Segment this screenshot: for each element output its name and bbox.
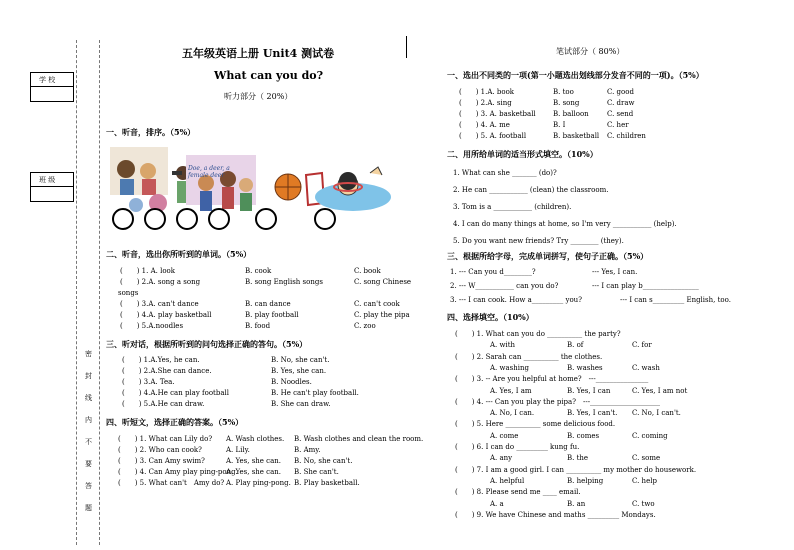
choice-item: B. Play basketball.	[294, 479, 360, 487]
question-item: ( ) 7. I am a good girl. I can __________ my mother do housework.	[455, 465, 697, 474]
spelling-item: 2. --- W___________ can you do?	[450, 282, 559, 290]
fill-blank-item: 5. Do you want new friends? Try ________ (they).	[453, 237, 624, 245]
choice-item: C. send	[607, 110, 634, 118]
option-item: B. Yes, I can't.	[567, 409, 618, 418]
choice-item: C. song Chinese	[354, 278, 412, 286]
option-item: B. an	[567, 499, 586, 508]
seal-char: 要	[85, 460, 92, 468]
choice-item: B. He can't play football.	[271, 389, 359, 397]
choice-item: B. Amy.	[294, 446, 321, 454]
option-item: A. No, I can.	[490, 409, 535, 418]
seal-char: 内	[85, 416, 92, 424]
question-item: ( ) 1. What can you do __________ the party?	[455, 330, 621, 338]
choice-item: ( ) 1.A.Yes, he can.	[122, 356, 200, 364]
choice-item: ( ) 1. What can Lily do?	[118, 435, 213, 443]
spelling-item: 3. --- I can cook. How a_________ you?	[450, 296, 582, 304]
choice-item: ( ) 2.A. song a song	[120, 278, 201, 286]
spelling-item: --- I can s_________ English, too.	[620, 296, 731, 304]
class-box	[30, 172, 74, 202]
choice-item: B. cook	[245, 267, 272, 275]
order-circle-2[interactable]	[144, 208, 166, 230]
binding-line-left	[76, 40, 77, 545]
choice-item: A. Lily.	[226, 446, 250, 454]
choice-item: B. too	[553, 88, 574, 96]
school-label: 学 校	[39, 76, 56, 84]
option-item: B. helping	[567, 476, 604, 485]
fill-blank-item: 4. I can do many things at home, so I'm very ___________ (help).	[453, 220, 677, 228]
seal-char: 答	[85, 482, 92, 490]
option-item: A. washing	[490, 363, 529, 372]
question-item: ( ) 3. -- Are you helpful at home? ---_______________	[455, 375, 649, 384]
option-item: C. No, I can't.	[632, 409, 681, 418]
fill-blank-item: 1. What can she _______ (do)?	[453, 169, 557, 177]
question-item: ( ) 2. Sarah can __________ the clothes.	[455, 352, 603, 361]
choice-item: ( ) 2.A. sing	[459, 99, 512, 107]
choice-item: B. can dance	[245, 300, 291, 308]
choice-item: ( ) 5.A.noodles	[120, 322, 184, 330]
option-item: B. Yes, I can	[567, 386, 611, 395]
option-item: A. helpful	[490, 476, 525, 485]
choice-item: ( ) 5. A. football	[459, 132, 527, 140]
listening-part-heading: 听力部分（ 20%）	[224, 92, 293, 101]
choice-item: B. food	[245, 322, 271, 330]
option-item: B. washes	[567, 363, 603, 372]
choice-item: ( ) 1.A. book	[459, 88, 515, 96]
choice-item: B. song English songs	[245, 278, 323, 286]
order-circle-5[interactable]	[255, 208, 277, 230]
option-item: C. for	[632, 341, 652, 350]
choice-item: B. Noodles.	[271, 378, 312, 386]
question-item: ( ) 5. Here __________ some delicious food.	[455, 420, 616, 429]
option-item: A. with	[490, 341, 516, 350]
option-item: A. any	[490, 454, 513, 463]
seal-char: 不	[85, 438, 92, 446]
choice-item: B. Wash clothes and clean the room.	[294, 435, 424, 443]
r-section-3-title: 三、根据所给字母，完成单词拼写，使句子正确。（5%）	[447, 251, 649, 261]
choice-item: B. No, she can't.	[271, 356, 330, 364]
option-item: C. two	[632, 499, 655, 508]
choice-item: B. Yes, she can.	[271, 367, 327, 375]
option-item: C. some	[632, 454, 661, 463]
seal-char: 封	[85, 372, 92, 380]
paper-subtitle: What can you do?	[214, 69, 324, 82]
choice-item: C. draw	[607, 99, 635, 107]
option-item: A. a	[490, 499, 504, 508]
spelling-item: --- I can play b________________	[592, 282, 699, 290]
order-circle-3[interactable]	[176, 208, 198, 230]
section-4-title: 四、听短文，选择正确的答案。（5%）	[106, 417, 244, 427]
section-3-title: 三、听对话，根据所听到的问句选择正确的答句。（5%）	[106, 339, 308, 349]
choice-item: A. Wash clothes.	[226, 435, 285, 443]
fill-blank-item: 3. Tom is a ___________ (children).	[453, 203, 572, 211]
order-circle-1[interactable]	[112, 208, 134, 230]
option-item: C. Yes, I am not	[632, 386, 688, 395]
section-2-title: 二、听音，选出你所听到的单词。（5%）	[106, 249, 252, 259]
choice-item: C. children	[607, 132, 646, 140]
seal-char: 题	[85, 504, 92, 512]
school-box	[30, 72, 74, 102]
choice-item: ( ) 3. A. basketball	[459, 110, 536, 118]
question-item: ( ) 9. We have Chinese and maths _________ Mondays.	[455, 510, 656, 519]
choice-item: ( ) 3.A. can't dance	[120, 300, 199, 308]
choice-item: B. She can't.	[294, 468, 339, 476]
illustration-bubble-text: Doe, a deer, a female deer	[188, 165, 230, 179]
class-label: 班 级	[39, 176, 56, 184]
option-item: A. come	[490, 431, 519, 440]
choice-item: B. song	[553, 99, 580, 107]
choice-item: B. basketball	[553, 132, 600, 140]
choice-item: ( ) 5.A.He can draw.	[122, 400, 205, 408]
choice-item: ( ) 4. A. me	[459, 121, 510, 129]
spelling-item: --- Yes, I can.	[592, 268, 638, 276]
spelling-item: 1. --- Can you d________?	[450, 268, 536, 276]
choice-item: C. book	[354, 267, 381, 275]
section-1-title: 一、听音，排序。（5%）	[106, 127, 196, 137]
question-item: ( ) 8. Please send me ____ email.	[455, 488, 581, 497]
seal-char: 线	[85, 394, 92, 402]
option-item: B. comes	[567, 431, 600, 440]
option-item: C. coming	[632, 431, 668, 440]
choice-item: B. play football	[245, 311, 299, 319]
r-section-1-title: 一、选出不同类的一项(第一小题选出划线部分发音不同的一项)。（5%）	[447, 70, 704, 80]
fill-blank-item: 2. He can ___________ (clean) the classroom.	[453, 186, 609, 194]
seal-char: 密	[85, 350, 92, 358]
choice-item: songs	[118, 289, 139, 297]
option-item: A. Yes, I am	[490, 386, 532, 395]
option-item: B. the	[567, 454, 589, 463]
choice-item: C. good	[607, 88, 634, 96]
r-section-4-title: 四、选择填空。（10%）	[447, 312, 534, 322]
question-item: ( ) 6. I can do _________ kung fu.	[455, 443, 580, 451]
choice-item: B. balloon	[553, 110, 589, 118]
choice-item: C. play the pipa	[354, 311, 410, 319]
r-section-2-title: 二、用所给单词的适当形式填空。（10%）	[447, 149, 598, 159]
choice-item: ( ) 1. A. look	[120, 267, 176, 275]
option-item: C. wash	[632, 363, 660, 372]
choice-item: ( ) 3. Can Amy swim?	[118, 457, 205, 465]
order-circle-6[interactable]	[314, 208, 336, 230]
choice-item: ( ) 2.A.She can dance.	[122, 367, 212, 375]
option-item: C. help	[632, 476, 657, 485]
choice-item: ( ) 4.A. play basketball	[120, 311, 212, 319]
choice-item: ( ) 2. Who can cook?	[118, 446, 202, 454]
choice-item: ( ) 3.A. Tea.	[122, 378, 175, 386]
choice-item: C. zoo	[354, 322, 376, 330]
choice-item: A. Yes, she can.	[226, 468, 281, 476]
paper-title: 五年级英语上册 Unit4 测试卷	[182, 47, 335, 60]
choice-item: C. her	[607, 121, 629, 129]
choice-item: ( ) 4. Can Amy play ping-pong.	[118, 468, 238, 476]
choice-item: A. Yes, she can.	[226, 457, 281, 465]
binding-line-right	[99, 40, 100, 545]
choice-item: ( ) 5. What can't Amy do?	[118, 479, 225, 487]
choice-item: B. No, she can't.	[294, 457, 353, 465]
written-part-heading: 笔试部分（ 80%）	[556, 47, 625, 56]
choice-item: A. Play ping-pong.	[226, 479, 291, 487]
choice-item: ( ) 4.A.He can play football	[122, 389, 229, 397]
question-item: ( ) 4. --- Can you play the pipa? ---____________________	[455, 397, 661, 406]
choice-item: B. I	[553, 121, 566, 129]
column-divider	[406, 36, 407, 58]
order-circle-4[interactable]	[208, 208, 230, 230]
choice-item: C. can't cook	[354, 300, 400, 308]
choice-item: B. She can draw.	[271, 400, 331, 408]
option-item: B. of	[567, 341, 584, 350]
